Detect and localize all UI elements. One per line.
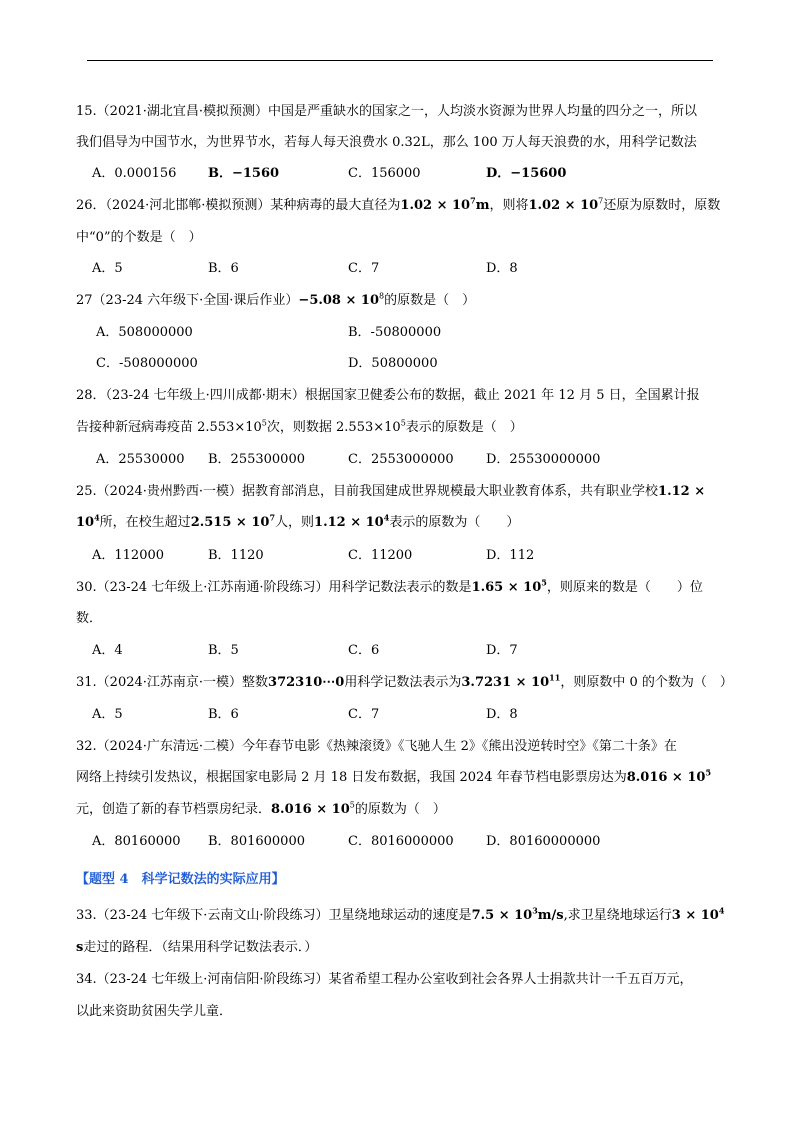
q25-num-a-part1: 1.12 ×: [658, 484, 706, 499]
q32-option-d[interactable]: D．80160000000: [486, 834, 601, 849]
q33-text-pre: 33.（23-24 七年级下·云南文山·阶段练习）卫星绕地球运动的速度是: [76, 908, 472, 923]
q33-num2: 3 × 10: [671, 908, 719, 923]
q26-text-pre: 26．（2024·河北邯郸·模拟预测）某种病毒的最大直径为: [76, 198, 401, 213]
q26-line2: 中“0”的个数是（ ）: [76, 230, 202, 245]
q26-exp1: 7: [470, 195, 476, 206]
q30-option-d[interactable]: D．7: [486, 643, 518, 658]
q30-option-b[interactable]: B．5: [208, 643, 239, 658]
q30-text-post: ，则原来的数是（ ）位: [546, 580, 703, 595]
q15-option-d[interactable]: D．−15600: [486, 166, 567, 181]
q32-option-c[interactable]: C．8016000000: [348, 834, 454, 849]
q32-text-post: 的原数为（ ）: [354, 802, 446, 817]
q32-exp2: 5: [349, 800, 355, 810]
q31-text-post: ，则原数中 0 的个数为（ ）: [560, 675, 733, 690]
q25-num-c: 1.12 × 10: [314, 515, 384, 530]
q27-text-pre: 27（23-24 六年级下·全国·课后作业）: [76, 293, 299, 308]
q25-text-b: 人，则: [275, 515, 315, 530]
q28-text-pre: 告接种新冠病毒疫苗 2.553×10: [76, 420, 262, 435]
q28-option-b[interactable]: B．255300000: [208, 452, 305, 467]
q33-text-mid: ,求卫星绕地球运行: [563, 908, 672, 923]
q27-option-b[interactable]: B．-50800000: [348, 325, 442, 340]
q25-option-c[interactable]: C．11200: [348, 548, 413, 563]
header-rule: [87, 60, 713, 61]
q27-text-post: 的原数是（ ）: [384, 293, 476, 308]
q27-line1: [76, 291, 475, 311]
q30-option-c[interactable]: C．6: [348, 643, 380, 658]
q33-exp2: 4: [718, 905, 725, 916]
q32-option-b[interactable]: B．801600000: [208, 834, 305, 849]
q25-text-pre: 25.（2024·贵州黔西·一模）据教育部消息，目前我国建成世界规模最大职业教育体系，共有职业学校: [76, 484, 659, 499]
q31-text-pre: 31.（2024·江苏南京·一模）整数: [76, 675, 269, 690]
q26-option-d[interactable]: D．8: [486, 261, 518, 276]
q25-exp-b: 7: [269, 512, 276, 523]
q31-option-a[interactable]: A．5: [92, 707, 123, 722]
q25-exp-a: 4: [94, 512, 100, 523]
q28-option-d[interactable]: D．25530000000: [486, 452, 601, 467]
q25-option-a[interactable]: A．112000: [92, 548, 165, 563]
q15-option-b[interactable]: B．−1560: [208, 166, 280, 181]
q26-option-c[interactable]: C．7: [348, 261, 380, 276]
q28-text-mid: 次，则数据 2.553×10: [266, 420, 401, 435]
q31-num2: 3.7231 × 10: [461, 675, 550, 690]
q25-num-a-part2: 10: [76, 515, 95, 530]
q26-num1: 1.02 × 10: [400, 198, 471, 213]
q25-num-b: 2.515 × 10: [190, 515, 270, 530]
q34-line1: 34.（23-24 七年级上·河南信阳·阶段练习）某省希望工程办公室收到社会各界人士捐款共计一千五百万元，: [76, 972, 693, 987]
q27-exp: 8: [379, 291, 385, 301]
q32-line1: 32.（2024·广东清远·二模）今年春节电影《热辣滚烫》《飞驰人生 2》《熊出没逆转时空》《第二十条》在: [76, 739, 677, 754]
q27-option-d[interactable]: D．50800000: [348, 356, 438, 371]
q28-option-c[interactable]: C．2553000000: [348, 452, 454, 467]
q31-line1: [76, 673, 733, 693]
q28-text-post: 表示的原数是（ ）: [405, 420, 523, 435]
q30-text-pre: 30.（23-24 七年级上·江苏南通·阶段练习）用科学记数法表示的数是: [76, 580, 472, 595]
q15-option-a[interactable]: A．0.000156: [92, 166, 177, 181]
q33-unit2: s: [76, 940, 84, 955]
q15-line1: 15.（2021·湖北宜昌·模拟预测）中国是严重缺水的国家之一，人均淡水资源为世界人均量的四分之一，所以: [76, 104, 698, 119]
q15-line2: 我们倡导为中国节水，为世界节水，若每人每天浪费水 0.32L，那么 100 万人每天浪费的水，用科学记数法: [76, 135, 697, 150]
q30-line2: 数．: [76, 611, 103, 626]
q25-text-a: 所，在校生超过: [99, 515, 191, 530]
q32-num1: 8.016 × 10: [626, 770, 706, 785]
q25-exp-c: 4: [383, 512, 390, 523]
q27-num: −5.08 × 10: [298, 293, 380, 308]
q31-num1: 372310⋯0: [268, 675, 345, 690]
q33-line2: [76, 938, 317, 958]
q31-option-c[interactable]: C．7: [348, 707, 380, 722]
q34-line2: 以此来资助贫困失学儿童．: [76, 1004, 233, 1019]
q30-num: 1.65 × 10: [471, 580, 542, 595]
q25-line2: [76, 513, 519, 533]
q25-text-c: 表示的原数为（ ）: [389, 515, 520, 530]
q30-exp: 5: [541, 577, 547, 588]
q32-exp1: 5: [705, 767, 712, 778]
q31-option-d[interactable]: D．8: [486, 707, 518, 722]
q32-text-line3: 元，创造了新的春节档票房纪录．: [76, 802, 272, 817]
q25-option-b[interactable]: B．1120: [208, 548, 264, 563]
q26-option-b[interactable]: B．6: [208, 261, 239, 276]
q26-exp2: 7: [598, 196, 604, 206]
q26-text-post: 还原为原数时，原数: [603, 198, 721, 213]
q28-option-a[interactable]: A．25530000: [96, 452, 185, 467]
q32-line2: [76, 768, 711, 788]
q31-text-mid: 用科学记数法表示为: [344, 675, 462, 690]
q25-line1: [76, 482, 705, 502]
q31-option-b[interactable]: B．6: [208, 707, 239, 722]
q30-line1: [76, 578, 703, 598]
q33-unit1: m/s: [537, 908, 564, 923]
q30-option-a[interactable]: A．4: [92, 643, 123, 658]
q26-option-a[interactable]: A．5: [92, 261, 123, 276]
q32-line3: [76, 800, 446, 820]
section-heading: 【题型 4 科学记数法的实际应用】: [76, 872, 285, 887]
q31-exp: 11: [549, 672, 561, 683]
q27-option-c[interactable]: C．-508000000: [96, 356, 198, 371]
q26-num2: 1.02 × 10: [528, 198, 599, 213]
q32-num2: 8.016 × 10: [271, 802, 350, 817]
q25-option-d[interactable]: D．112: [486, 548, 535, 563]
q26-line1: [76, 196, 720, 216]
q33-num1: 7.5 × 10: [471, 908, 533, 923]
q32-text-pre: 网络上持续引发热议，根据国家电影局 2 月 18 日发布数据，我国 2024 年春节档电影票房达为: [76, 770, 627, 785]
q28-line1: 28．（23-24 七年级上·四川成都·期末）根据国家卫健委公布的数据，截止 2021 年 12 月 5 日，全国累计报: [76, 388, 700, 403]
q26-unit1: m: [475, 198, 490, 213]
q26-text-mid: ，则将: [489, 198, 529, 213]
q28-exp1: 5: [261, 418, 267, 428]
q33-exp1: 3: [532, 905, 538, 916]
q28-exp2: 5: [400, 418, 406, 428]
q15-option-c[interactable]: C．156000: [348, 166, 421, 181]
q33-line1: [76, 906, 724, 926]
q27-option-a[interactable]: A．508000000: [96, 325, 193, 340]
q32-option-a[interactable]: A．80160000: [92, 834, 181, 849]
q33-text-post: 走过的路程．（结果用科学记数法表示．）: [83, 940, 318, 955]
q28-line2: [76, 418, 523, 438]
